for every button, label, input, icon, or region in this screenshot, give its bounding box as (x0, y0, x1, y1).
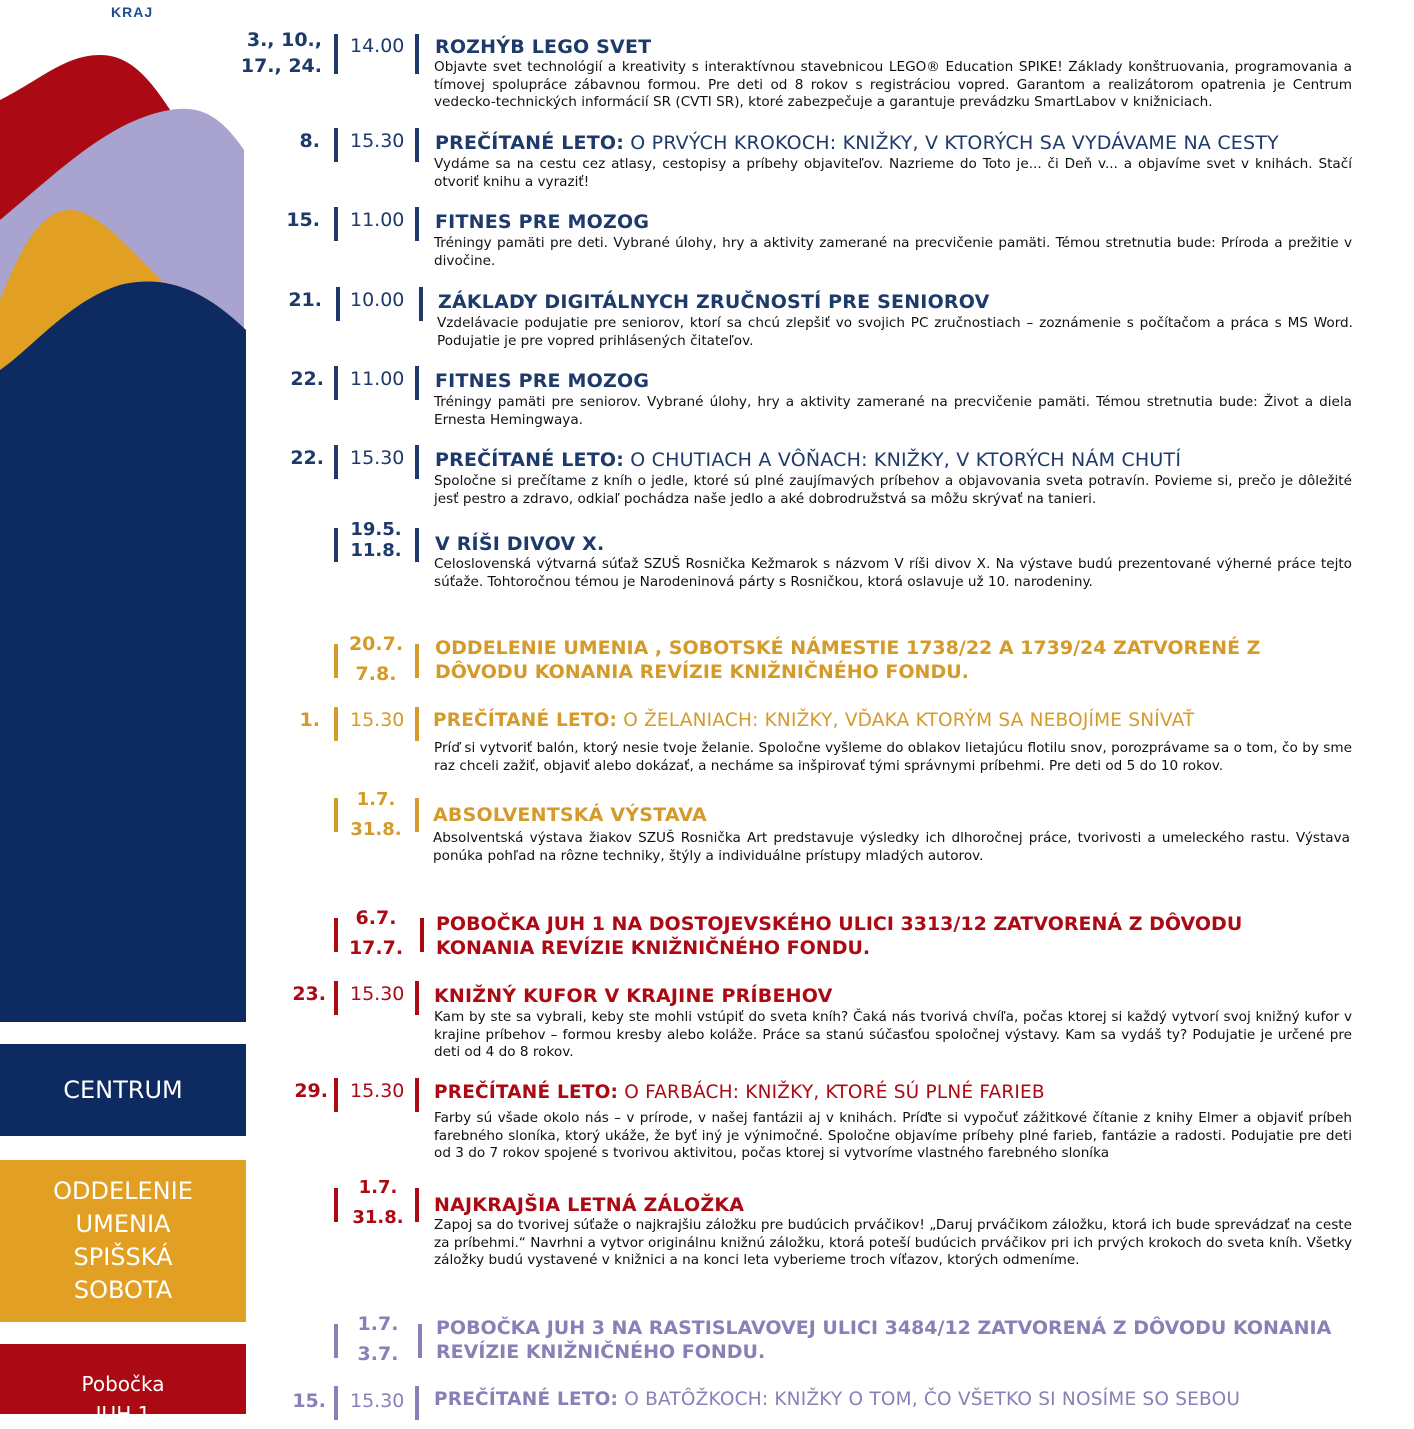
event-title: V RÍŠI DIVOV X. (435, 533, 605, 555)
divider (336, 287, 340, 321)
event-date-from: 19.5. (350, 519, 402, 540)
divider (415, 528, 419, 562)
category-umenie (0, 1160, 246, 1322)
sidebar (0, 0, 250, 1426)
divider (415, 366, 419, 400)
event-date-from: 1.7. (356, 789, 396, 810)
event-date: 23. (292, 983, 326, 1005)
category-centrum-label: CENTRUM (63, 1075, 183, 1104)
event-date: 21. (288, 289, 322, 311)
divider (334, 707, 338, 741)
closure-text: POBOČKA JUH 1 NA DOSTOJEVSKÉHO ULICI 3313/12 ZATVORENÁ Z DÔVODU KONANIA REVÍZIE KNIŽNIČNÉHO FONDU. (436, 913, 1243, 959)
closure-date-to: 17.7. (348, 937, 404, 959)
category-umenie-line: SPIŠSKÁ (73, 1243, 173, 1271)
divider (334, 1324, 338, 1358)
divider (419, 287, 423, 321)
event-description: Absolventská výstava žiakov SZUŠ Rosnička Art predstavuje výsledky ich dlhoročnej práce, tvorivosti a umeleckého rastu. Výstava ponúka pohľad na rôzne techniky, štýly a individuálne prístupy mladých autorov. (433, 830, 1350, 864)
divider (418, 1324, 422, 1358)
divider (415, 798, 419, 832)
event-date: 22. (290, 368, 324, 390)
event-date-to: 11.8. (350, 540, 402, 561)
event-title: ABSOLVENTSKÁ VÝSTAVA (433, 804, 707, 826)
mountains-illustration (0, 0, 250, 1022)
event-title: PREČÍTANÉ LETO: O BATÔŽKOCH: KNIŽKY O TOM, ČO VŠETKO SI NOSÍME SO SEBOU (434, 1389, 1241, 1410)
divider (334, 34, 338, 74)
divider (334, 128, 338, 162)
event-time: 14.00 (350, 35, 405, 57)
closure-date-to: 3.7. (357, 1343, 399, 1365)
event-title: NAJKRAJŠIA LETNÁ ZÁLOŽKA (434, 1194, 745, 1216)
divider (415, 207, 419, 241)
event-title: PREČÍTANÉ LETO: O CHUTIACH A VÔŇACH: KNIŽKY, V KTORÝCH NÁM CHUTÍ (435, 449, 1182, 471)
event-description: Zapoj sa do tvorivej súťaže o najkrajšiu záložku pre budúcich prváčikov! „Daruj prváčikom záložku, ktorá ich bude sprevádzať na ceste za príbehmi.“ Navrhni a vytvor originálnu knižnú záložku, ktorá poteší budúcich prváčikov pri ich prvých krokoch do sveta kníh. Všetky záložky budú vystavené v knižnici a na konci leta vyberieme troch víťazov, ktorých odmeníme. (434, 1217, 1352, 1268)
event-date-to: 31.8. (352, 1207, 404, 1228)
event-description: Objavte svet technológií a kreativity s interaktívnou stavebnicou LEGO® Education SPIKE! Základy konštruovania, programovania a tímovej spolupráce zábavnou formou. Pre deti od 8 rokov s registráciou vopred. Garantom a realizátorom opatrenia je Centrum vedecko-technických informácií SR (CVTI SR), ktoré zabezpečuje a garantuje prevádzku SmartLabov v knižniciach. (434, 59, 1352, 110)
event-description: Spoločne si prečítame z kníh o jedle, ktoré sú plné zaujímavých príbehov a objavovania sveta potravín. Povieme si, prečo je dôležité jesť pestro a zdravo, odkiaľ pochádza naše jedlo a aké dobrodružstvá sa môžu skrývať na tanieri. (434, 473, 1352, 507)
divider (334, 1386, 338, 1420)
divider (415, 1188, 419, 1222)
event-date-range (348, 1176, 408, 1230)
event-description: Farby sú všade okolo nás – v prírode, v našej fantázii aj v knihách. Príďte si vypočuť zážitkové čítanie z knihy Elmer a objaviť príbeh farebného sloníka, ktorý ukáže, že byť iný je výnimočné. Spoločne objavíme príbehy plné farieb, fantázie a radosti. Podujatie pre deti od 3 do 7 rokov spojené s tvorivou aktivitou, počas ktorej si vytvoríme vlastného farebného sloníka (434, 1110, 1352, 1161)
event-time: 15.30 (350, 1390, 405, 1412)
closure-date-from: 6.7. (355, 907, 397, 929)
closure-text: ODDELENIE UMENIA , SOBOTSKÉ NÁMESTIE 1738/22 A 1739/24 ZATVORENÉ Z DÔVODU KONANIA REVÍZIE KNIŽNIČNÉHO FONDU. (435, 637, 1261, 683)
event-date: 1. (299, 709, 320, 731)
event-title: ZÁKLADY DIGITÁLNYCH ZRUČNOSTÍ PRE SENIOROV (438, 291, 990, 313)
event-time: 15.30 (350, 1080, 405, 1102)
category-juh1 (0, 1344, 246, 1426)
event-description: Príď si vytvoriť balón, ktorý nesie tvoje želanie. Spoločne vyšleme do oblakov lietajúcu flotilu snov, porozprávame sa o tom, čo by sme raz chceli zažiť, objaviť alebo dokázať, a necháme sa inšpirovať tými správnymi príbehmi. Pre deti od 5 do 10 rokov. (434, 740, 1352, 774)
divider (334, 528, 338, 562)
event-title: KNIŽNÝ KUFOR V KRAJINE PRÍBEHOV (434, 985, 833, 1007)
divider (334, 366, 338, 400)
divider (415, 34, 419, 74)
divider (334, 1078, 338, 1112)
divider (334, 445, 338, 479)
event-description: Vzdelávacie podujatie pre seniorov, ktorí sa chcú zlepšiť vo svojich PC zručnostiach – zoznámenie s počítačom a práca s MS Word. Podujatie je pre vopred prihlásených čitateľov. (437, 315, 1353, 349)
divider (420, 918, 424, 952)
divider (334, 798, 338, 832)
divider (415, 1078, 419, 1112)
event-time: 11.00 (350, 368, 405, 390)
divider (415, 707, 419, 741)
event-date-range (346, 518, 406, 563)
divider (334, 644, 338, 678)
event-description: Tréningy pamäti pre deti. Vybrané úlohy, hry a aktivity zamerané na precvičenie pamäti. Témou stretnutia bude: Príroda a prežitie v divočine. (434, 235, 1352, 269)
event-date-range (346, 788, 406, 842)
category-centrum (0, 1044, 246, 1136)
divider (415, 981, 419, 1015)
event-time: 15.30 (350, 709, 405, 731)
event-title: PREČÍTANÉ LETO: O PRVÝCH KROKOCH: KNIŽKY, V KTORÝCH SA VYDÁVAME NA CESTY (435, 132, 1279, 154)
event-date-to: 31.8. (350, 819, 402, 840)
event-time: 15.30 (350, 983, 405, 1005)
divider (415, 644, 419, 678)
event-date-from: 1.7. (358, 1177, 398, 1198)
closure-date-from: 1.7. (357, 1313, 399, 1335)
category-umenie-line: SOBOTA (73, 1276, 173, 1304)
event-date: 15. (286, 209, 320, 231)
closure-date-range (346, 632, 406, 686)
category-umenie-line: UMENIA (75, 1210, 171, 1238)
event-date: 8. (299, 130, 320, 152)
closure-date-range (346, 906, 406, 960)
event-date: 22. (290, 447, 324, 469)
divider (334, 918, 338, 952)
divider (334, 981, 338, 1015)
event-time: 15.30 (350, 447, 405, 469)
divider (415, 445, 419, 479)
event-time: 15.30 (350, 130, 405, 152)
closure-text: POBOČKA JUH 3 NA RASTISLAVOVEJ ULICI 3484/12 ZATVORENÁ Z DÔVODU KONANIA REVÍZIE KNIŽNIČNÉHO FONDU. (436, 1317, 1332, 1363)
closure-date-range (348, 1312, 408, 1366)
event-date: 29. (294, 1080, 328, 1102)
event-title: PREČÍTANÉ LETO: O FARBÁCH: KNIŽKY, KTORÉ SÚ PLNÉ FARIEB (434, 1082, 1045, 1103)
event-title: ROZHÝB LEGO SVET (435, 36, 652, 58)
closure-date-from: 20.7. (348, 633, 404, 655)
event-description: Kam by ste sa vybrali, keby ste mohli vstúpiť do sveta kníh? Čaká nás tvorivá chvíľa, počas ktorej si každý vytvorí svoj knižný kufor v krajine príbehov – formou kresby alebo koláže. Práce sa stanú súčasťou spoločnej výstavy. Kam sa vydáš ty? Podujatie je určené pre deti od 4 do 8 rokov. (434, 1009, 1352, 1060)
event-date (240, 27, 322, 79)
event-description: Celoslovenská výtvarná súťaž SZUŠ Rosnička Kežmarok s názvom V ríši divov X. Na výstave budú prezentované výherné práce tejto súťaže. Tohtoročnou témou je Narodeninová párty s Rosničkou, ktorá oslavuje už 10. narodeniny. (434, 556, 1352, 590)
event-date-line: 17., 24. (240, 55, 322, 77)
event-description: Vydáme sa na cestu cez atlasy, cestopisy a príbehy objaviteľov. Nazrieme do Toto je... či Deň v... a objavíme svet v knihách. Stačí otvoriť knihu a vyraziť! (434, 156, 1352, 190)
divider (415, 128, 419, 162)
closure-date-to: 7.8. (355, 663, 397, 685)
event-date: 15. (292, 1390, 326, 1412)
event-title: FITNES PRE MOZOG (435, 370, 650, 392)
event-time: 11.00 (350, 209, 405, 231)
divider (415, 1386, 419, 1420)
category-juh1-line: JUH 1 (95, 1402, 151, 1426)
event-title: FITNES PRE MOZOG (435, 211, 650, 233)
event-date-line: 3., 10., (246, 29, 322, 51)
event-description: Tréningy pamäti pre seniorov. Vybrané úlohy, hry a aktivity zamerané na precvičenie pamäti. Témou stretnutia bude: Život a diela Ernesta Hemingwaya. (434, 394, 1352, 428)
category-juh1-line: Pobočka (81, 1372, 165, 1396)
event-time: 10.00 (350, 289, 405, 311)
brand-kraj: KRAJ (111, 4, 154, 20)
divider (334, 1188, 338, 1222)
event-title: PREČÍTANÉ LETO: O ŽELANIACH: KNIŽKY, VĎAKA KTORÝM SA NEBOJÍME SNÍVAŤ (433, 710, 1195, 731)
divider (334, 207, 338, 241)
category-umenie-line: ODDELENIE (53, 1177, 193, 1205)
